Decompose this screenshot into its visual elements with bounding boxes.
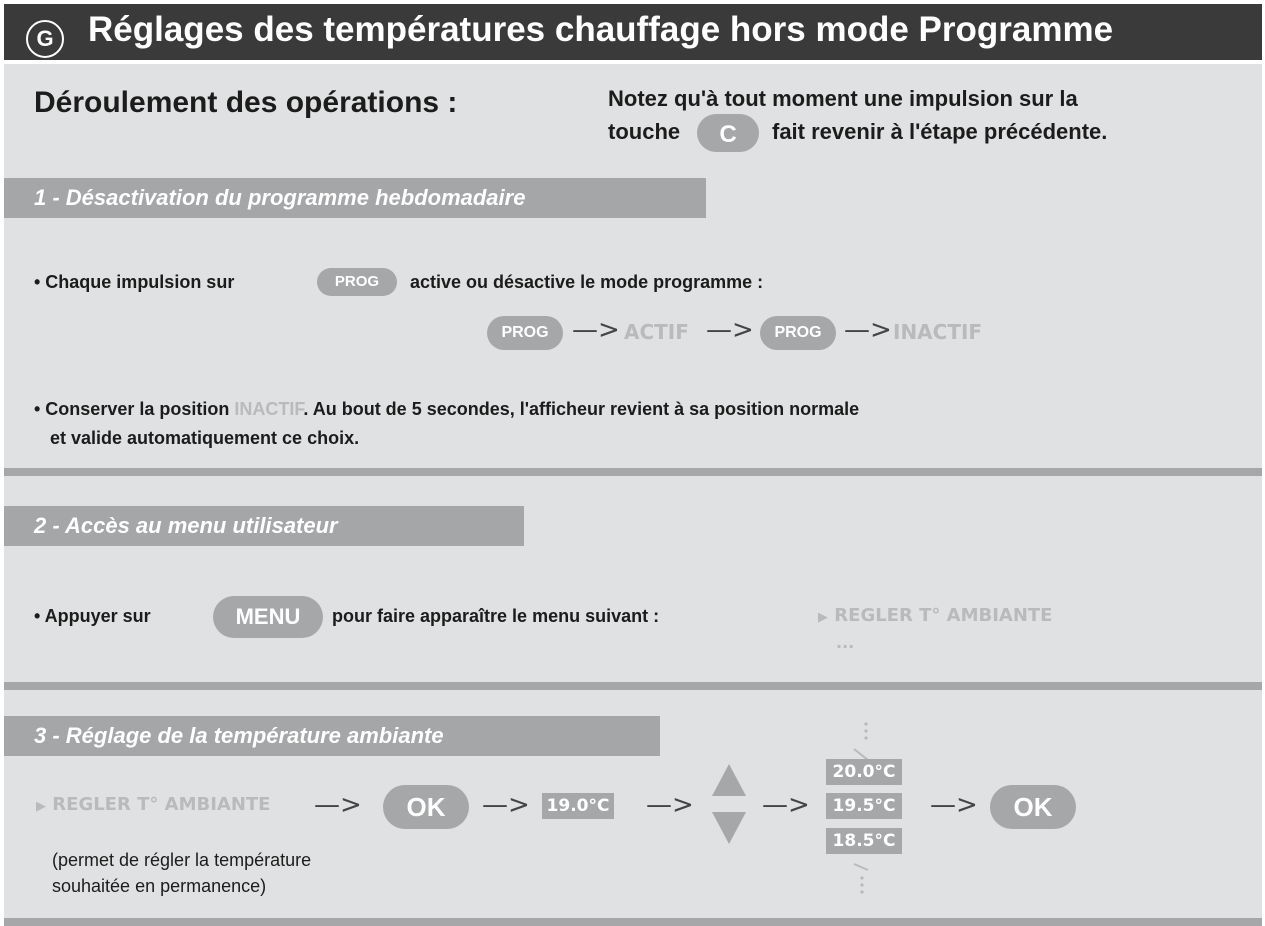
ok-key: OK bbox=[383, 785, 469, 829]
step1-heading: 1 - Désactivation du programme hebdomadaire bbox=[4, 178, 706, 218]
note-line-1: Notez qu'à tout moment une impulsion sur la bbox=[608, 86, 1078, 111]
step2-bullet-end: pour faire apparaître le menu suivant : bbox=[332, 606, 660, 626]
arrow: —> bbox=[930, 790, 978, 820]
section-badge: G bbox=[26, 20, 64, 58]
divider bbox=[4, 468, 1262, 476]
step1-bullet1-end: active ou désactive le mode programme : bbox=[410, 272, 764, 292]
down-arrow-icon bbox=[712, 812, 746, 844]
ok-key: OK bbox=[990, 785, 1076, 829]
temp-up: 20.0°C bbox=[826, 759, 902, 785]
step3-heading: 3 - Réglage de la température ambiante bbox=[4, 716, 660, 756]
menu-more: ... bbox=[836, 633, 855, 652]
step3-note-line-1: (permet de régler la température bbox=[52, 850, 312, 870]
temp-selected: 19.5°C bbox=[826, 793, 902, 819]
temp-down: 18.5°C bbox=[826, 828, 902, 854]
divider bbox=[4, 682, 1262, 690]
prog-key: PROG bbox=[317, 268, 397, 296]
menu-display: ▶ REGLER T° AMBIANTE bbox=[36, 794, 271, 815]
step1-bullet2: • Conserver la position INACTIF. Au bout de 5 secondes, l'afficheur revient à sa position normale bbox=[34, 399, 860, 419]
operations-heading: Déroulement des opérations : bbox=[34, 86, 458, 119]
arrow: —> bbox=[482, 790, 530, 820]
menu-key: MENU bbox=[213, 596, 323, 638]
prog-key: PROG bbox=[487, 316, 563, 350]
arrow: —> bbox=[844, 315, 892, 345]
note-line-2-start: touche bbox=[608, 119, 681, 144]
step2-bullet-start: • Appuyer sur bbox=[34, 606, 151, 626]
page-title: Réglages des températures chauffage hors mode Programme bbox=[88, 10, 1114, 49]
state-inactif: INACTIF bbox=[893, 320, 983, 344]
prog-key: PROG bbox=[760, 316, 836, 350]
menu-display: ▶ REGLER T° AMBIANTE bbox=[818, 605, 1053, 626]
up-arrow-icon bbox=[712, 764, 746, 796]
arrow: —> bbox=[762, 790, 810, 820]
step3-note-line-2: souhaitée en permanence) bbox=[52, 876, 267, 896]
step1-bullet2-line2: et valide automatiquement ce choix. bbox=[50, 428, 360, 448]
arrow: —> bbox=[646, 790, 694, 820]
arrow: —> bbox=[314, 790, 362, 820]
arrow: —> bbox=[706, 315, 754, 345]
step2-heading: 2 - Accès au menu utilisateur bbox=[4, 506, 524, 546]
note-line-2-end: fait revenir à l'étape précédente. bbox=[772, 119, 1108, 144]
divider bbox=[4, 918, 1262, 926]
arrow: —> bbox=[572, 315, 620, 345]
inactif-highlight: INACTIF bbox=[234, 399, 304, 419]
temp-current: 19.0°C bbox=[542, 793, 614, 819]
step1-bullet1-start: • Chaque impulsion sur bbox=[34, 272, 235, 292]
c-key: C bbox=[697, 114, 759, 152]
state-actif: ACTIF bbox=[624, 320, 689, 344]
